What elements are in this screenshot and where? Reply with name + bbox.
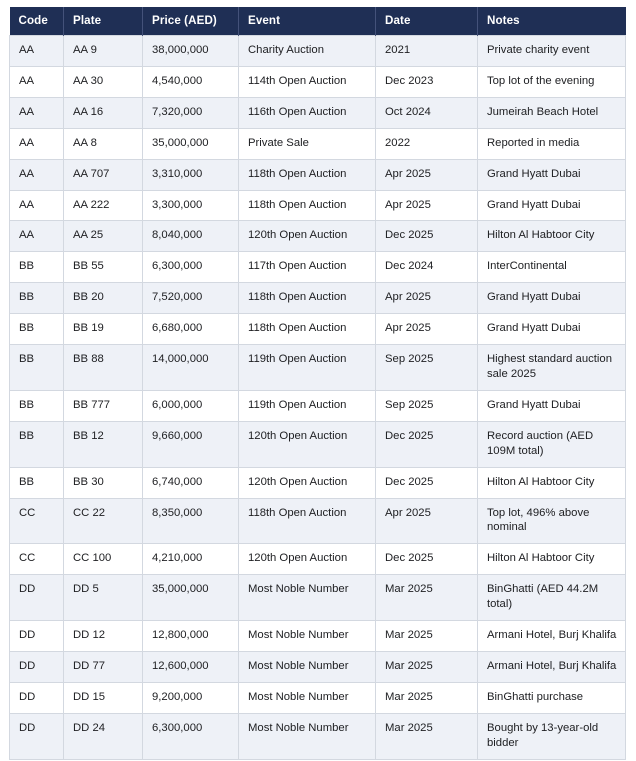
table-row bbox=[10, 190, 626, 221]
cell-plate: BB 30 bbox=[64, 467, 143, 498]
cell-code: DD bbox=[10, 713, 64, 759]
cell-code: AA bbox=[10, 97, 64, 128]
cell-plate: DD 15 bbox=[64, 682, 143, 713]
cell-date: 2021 bbox=[376, 36, 478, 67]
cell-date: Mar 2025 bbox=[376, 621, 478, 652]
cell-event: 118th Open Auction bbox=[239, 314, 376, 345]
cell-price: 7,520,000 bbox=[143, 283, 239, 314]
table-row bbox=[10, 36, 626, 67]
cell-price: 8,350,000 bbox=[143, 498, 239, 544]
cell-notes: Armani Hotel, Burj Khalifa bbox=[478, 621, 626, 652]
cell-plate: BB 20 bbox=[64, 283, 143, 314]
table-row bbox=[10, 621, 626, 652]
cell-event: Charity Auction bbox=[239, 36, 376, 67]
cell-plate: AA 9 bbox=[64, 36, 143, 67]
cell-code: BB bbox=[10, 252, 64, 283]
table-row bbox=[10, 390, 626, 421]
table-row bbox=[10, 682, 626, 713]
table-header bbox=[10, 7, 626, 36]
cell-plate: DD 24 bbox=[64, 713, 143, 759]
cell-code: AA bbox=[10, 221, 64, 252]
cell-code: BB bbox=[10, 421, 64, 467]
cell-event: 117th Open Auction bbox=[239, 252, 376, 283]
cell-notes: Record auction (AED 109M total) bbox=[478, 421, 626, 467]
cell-event: 118th Open Auction bbox=[239, 159, 376, 190]
cell-notes: Private charity event bbox=[478, 36, 626, 67]
table-header-row bbox=[10, 7, 626, 36]
cell-notes: BinGhatti purchase bbox=[478, 682, 626, 713]
table-row bbox=[10, 421, 626, 467]
cell-event: 120th Open Auction bbox=[239, 421, 376, 467]
cell-date: 2022 bbox=[376, 128, 478, 159]
cell-notes: BinGhatti (AED 44.2M total) bbox=[478, 575, 626, 621]
column-header-plate[interactable]: Plate bbox=[64, 7, 143, 36]
cell-notes: Hilton Al Habtoor City bbox=[478, 467, 626, 498]
cell-notes: Grand Hyatt Dubai bbox=[478, 390, 626, 421]
cell-notes: Highest standard auction sale 2025 bbox=[478, 345, 626, 391]
cell-notes: Hilton Al Habtoor City bbox=[478, 221, 626, 252]
column-header-code[interactable]: Code bbox=[10, 7, 64, 36]
cell-price: 12,800,000 bbox=[143, 621, 239, 652]
cell-date: Dec 2024 bbox=[376, 252, 478, 283]
table-row bbox=[10, 128, 626, 159]
cell-event: 119th Open Auction bbox=[239, 345, 376, 391]
table-row bbox=[10, 498, 626, 544]
table-row bbox=[10, 221, 626, 252]
cell-price: 6,000,000 bbox=[143, 390, 239, 421]
cell-code: BB bbox=[10, 314, 64, 345]
cell-code: AA bbox=[10, 190, 64, 221]
cell-date: Apr 2025 bbox=[376, 159, 478, 190]
cell-event: 114th Open Auction bbox=[239, 66, 376, 97]
cell-notes: Reported in media bbox=[478, 128, 626, 159]
table-body bbox=[10, 36, 626, 760]
cell-event: 116th Open Auction bbox=[239, 97, 376, 128]
cell-date: Dec 2023 bbox=[376, 66, 478, 97]
cell-price: 38,000,000 bbox=[143, 36, 239, 67]
cell-event: 120th Open Auction bbox=[239, 221, 376, 252]
cell-notes: Grand Hyatt Dubai bbox=[478, 190, 626, 221]
cell-event: Most Noble Number bbox=[239, 713, 376, 759]
cell-event: 118th Open Auction bbox=[239, 190, 376, 221]
cell-date: Apr 2025 bbox=[376, 498, 478, 544]
cell-plate: AA 16 bbox=[64, 97, 143, 128]
cell-price: 35,000,000 bbox=[143, 575, 239, 621]
cell-price: 14,000,000 bbox=[143, 345, 239, 391]
table-row bbox=[10, 345, 626, 391]
cell-date: Sep 2025 bbox=[376, 390, 478, 421]
cell-notes: Jumeirah Beach Hotel bbox=[478, 97, 626, 128]
cell-code: AA bbox=[10, 128, 64, 159]
table-row bbox=[10, 66, 626, 97]
cell-date: Mar 2025 bbox=[376, 651, 478, 682]
cell-price: 6,300,000 bbox=[143, 713, 239, 759]
cell-price: 12,600,000 bbox=[143, 651, 239, 682]
cell-code: AA bbox=[10, 159, 64, 190]
cell-date: Dec 2025 bbox=[376, 221, 478, 252]
table-row bbox=[10, 544, 626, 575]
cell-event: Most Noble Number bbox=[239, 575, 376, 621]
table-row bbox=[10, 575, 626, 621]
cell-notes: Top lot, 496% above nominal bbox=[478, 498, 626, 544]
table-row bbox=[10, 467, 626, 498]
cell-plate: AA 30 bbox=[64, 66, 143, 97]
cell-notes: Grand Hyatt Dubai bbox=[478, 314, 626, 345]
table-row bbox=[10, 713, 626, 759]
cell-price: 6,740,000 bbox=[143, 467, 239, 498]
cell-date: Mar 2025 bbox=[376, 575, 478, 621]
cell-code: BB bbox=[10, 345, 64, 391]
cell-code: CC bbox=[10, 544, 64, 575]
cell-date: Apr 2025 bbox=[376, 283, 478, 314]
cell-date: Dec 2025 bbox=[376, 544, 478, 575]
cell-plate: BB 12 bbox=[64, 421, 143, 467]
cell-event: Most Noble Number bbox=[239, 621, 376, 652]
table-row bbox=[10, 651, 626, 682]
cell-price: 9,660,000 bbox=[143, 421, 239, 467]
column-header-date[interactable]: Date bbox=[376, 7, 478, 36]
cell-event: Private Sale bbox=[239, 128, 376, 159]
cell-code: DD bbox=[10, 682, 64, 713]
cell-event: 120th Open Auction bbox=[239, 467, 376, 498]
cell-plate: DD 77 bbox=[64, 651, 143, 682]
cell-notes: Armani Hotel, Burj Khalifa bbox=[478, 651, 626, 682]
cell-date: Apr 2025 bbox=[376, 314, 478, 345]
column-header-notes[interactable]: Notes bbox=[478, 7, 626, 36]
table-row bbox=[10, 97, 626, 128]
cell-code: BB bbox=[10, 467, 64, 498]
cell-plate: DD 12 bbox=[64, 621, 143, 652]
table-row bbox=[10, 283, 626, 314]
cell-plate: AA 8 bbox=[64, 128, 143, 159]
cell-date: Dec 2025 bbox=[376, 467, 478, 498]
cell-code: BB bbox=[10, 390, 64, 421]
cell-plate: BB 777 bbox=[64, 390, 143, 421]
cell-plate: CC 100 bbox=[64, 544, 143, 575]
cell-plate: BB 55 bbox=[64, 252, 143, 283]
cell-code: DD bbox=[10, 575, 64, 621]
cell-code: CC bbox=[10, 498, 64, 544]
cell-price: 7,320,000 bbox=[143, 97, 239, 128]
cell-notes: Bought by 13-year-old bidder bbox=[478, 713, 626, 759]
cell-plate: BB 19 bbox=[64, 314, 143, 345]
cell-plate: AA 222 bbox=[64, 190, 143, 221]
cell-date: Sep 2025 bbox=[376, 345, 478, 391]
cell-plate: AA 707 bbox=[64, 159, 143, 190]
cell-event: 118th Open Auction bbox=[239, 498, 376, 544]
cell-price: 8,040,000 bbox=[143, 221, 239, 252]
cell-event: 118th Open Auction bbox=[239, 283, 376, 314]
cell-notes: Grand Hyatt Dubai bbox=[478, 283, 626, 314]
cell-price: 6,680,000 bbox=[143, 314, 239, 345]
cell-price: 4,210,000 bbox=[143, 544, 239, 575]
cell-plate: BB 88 bbox=[64, 345, 143, 391]
cell-price: 35,000,000 bbox=[143, 128, 239, 159]
cell-code: DD bbox=[10, 621, 64, 652]
cell-notes: Grand Hyatt Dubai bbox=[478, 159, 626, 190]
cell-notes: Hilton Al Habtoor City bbox=[478, 544, 626, 575]
cell-event: Most Noble Number bbox=[239, 651, 376, 682]
cell-plate: AA 25 bbox=[64, 221, 143, 252]
table-row bbox=[10, 252, 626, 283]
column-header-price[interactable]: Price (AED) bbox=[143, 7, 239, 36]
table-row bbox=[10, 159, 626, 190]
cell-date: Oct 2024 bbox=[376, 97, 478, 128]
cell-code: DD bbox=[10, 651, 64, 682]
cell-notes: Top lot of the evening bbox=[478, 66, 626, 97]
cell-price: 4,540,000 bbox=[143, 66, 239, 97]
cell-code: BB bbox=[10, 283, 64, 314]
cell-plate: CC 22 bbox=[64, 498, 143, 544]
cell-price: 6,300,000 bbox=[143, 252, 239, 283]
auction-results-table bbox=[9, 7, 626, 760]
cell-date: Mar 2025 bbox=[376, 713, 478, 759]
cell-event: 119th Open Auction bbox=[239, 390, 376, 421]
cell-event: Most Noble Number bbox=[239, 682, 376, 713]
cell-price: 3,300,000 bbox=[143, 190, 239, 221]
table-row bbox=[10, 314, 626, 345]
cell-notes: InterContinental bbox=[478, 252, 626, 283]
cell-code: AA bbox=[10, 36, 64, 67]
cell-price: 9,200,000 bbox=[143, 682, 239, 713]
cell-date: Mar 2025 bbox=[376, 682, 478, 713]
cell-price: 3,310,000 bbox=[143, 159, 239, 190]
cell-date: Dec 2025 bbox=[376, 421, 478, 467]
cell-date: Apr 2025 bbox=[376, 190, 478, 221]
column-header-event[interactable]: Event bbox=[239, 7, 376, 36]
cell-code: AA bbox=[10, 66, 64, 97]
cell-event: 120th Open Auction bbox=[239, 544, 376, 575]
cell-plate: DD 5 bbox=[64, 575, 143, 621]
